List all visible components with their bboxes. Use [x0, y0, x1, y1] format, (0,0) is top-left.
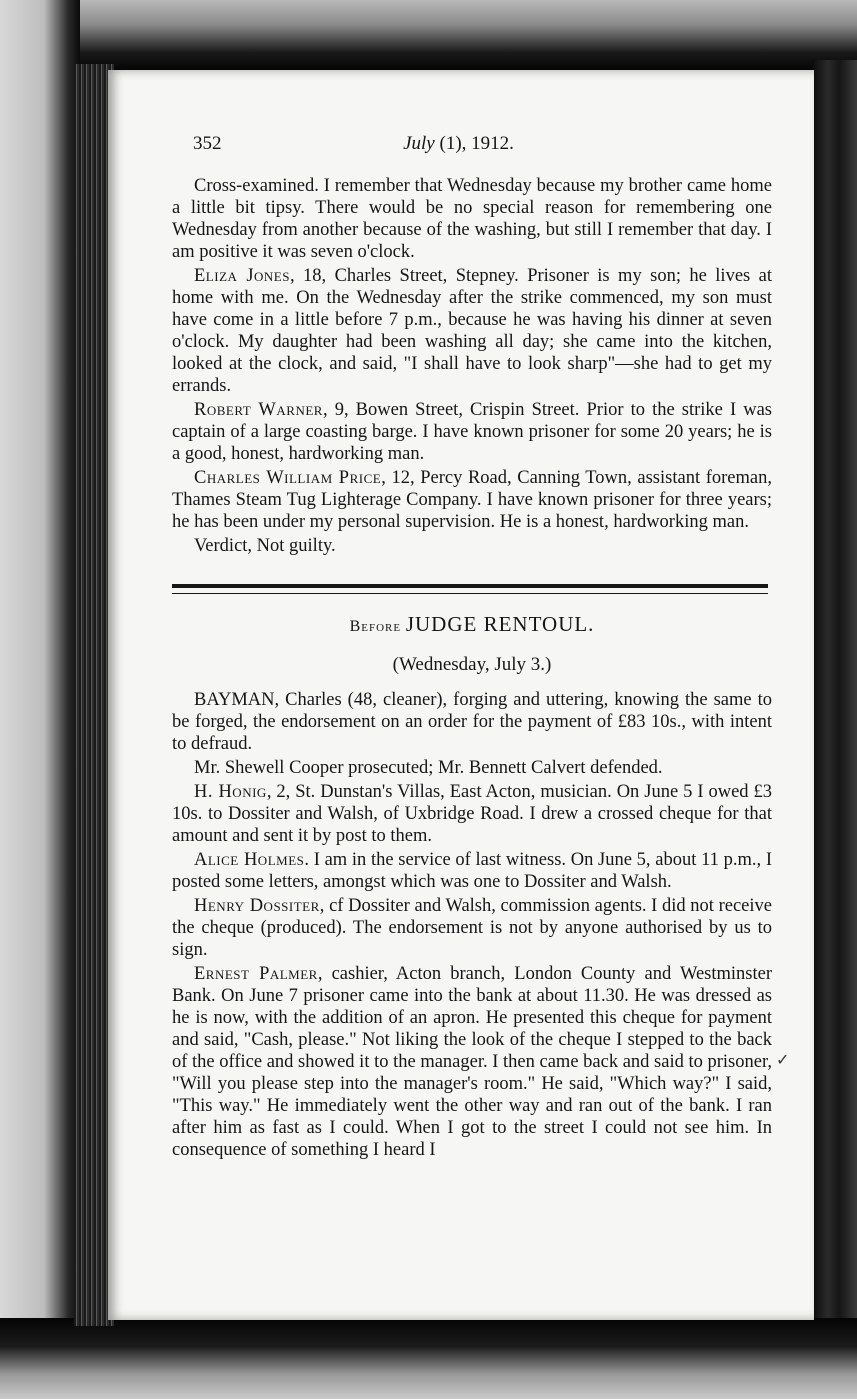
paragraph-witness-charles-william-price	[172, 467, 772, 533]
facing-page-edge	[0, 0, 80, 1399]
witness-name: Henry Dossiter	[194, 896, 320, 916]
paragraph-verdict	[172, 535, 772, 557]
witness-name: H. Honig	[194, 782, 267, 802]
session-date: (Wednesday, July 3.)	[392, 654, 552, 675]
witness-name: Robert Warner	[194, 400, 323, 420]
witness-name: Eliza Jones	[194, 266, 290, 286]
previous-case-testimony	[172, 175, 772, 559]
court-heading-judge: JUDGE RENTOUL.	[405, 612, 595, 636]
counsel-text: Mr. Shewell Cooper prosecuted; Mr. Bennett Calvert defended.	[194, 758, 663, 778]
defendant-name: BAYMAN	[194, 690, 275, 710]
running-head-date: (1), 1912.	[439, 133, 514, 154]
witness-testimony: . I am in the service of last witness. On June 5, about 11 p.m., I posted some letters, amongst which was one to Dossiter and Walsh.	[172, 850, 772, 892]
witness-testimony: , 18, Charles Street, Stepney. Prisoner is my son; he lives at home with me. On the Wednesday after the strike commenced, my son must have come in a little before 7 p.m., because he was having his dinner at seven o'clock. My daughter had been washing all day; she came into the kitchen, looked at the clock, and said, "I shall have to look sharp"—she had to get my errands.	[172, 266, 773, 396]
witness-testimony: , cf Dossiter and Walsh, commission agents. I did not receive the cheque (produced). The endorsement is not by anyone authorised by us to sign.	[172, 896, 772, 960]
new-case-text	[172, 689, 772, 1163]
paragraph-witness-eliza-jones	[172, 265, 772, 397]
section-divider-thin	[172, 593, 768, 594]
witness-name: Alice Holmes	[194, 850, 305, 870]
paragraph-witness-robert-warner	[172, 399, 772, 465]
witness-testimony: , 12, Percy Road, Canning Town, assistant foreman, Thames Steam Tug Lighterage Company. I have known prisoner for three years; he has been under my personal supervision. He is a honest, hardworking man.	[172, 468, 772, 532]
margin-pencil-mark: ✓	[776, 1052, 790, 1069]
court-heading-before: Before	[349, 618, 402, 635]
verdict-text: Verdict, Not guilty.	[194, 536, 336, 556]
paragraph-witness-palmer	[172, 963, 772, 1161]
running-head-month: July	[403, 133, 435, 154]
witness-testimony: , 9, Bowen Street, Crispin Street. Prior to the strike I was captain of a large coasting barge. I have known prisoner for some 20 years; he is a good, honest, hardworking man.	[172, 400, 773, 464]
charge-text: , Charles (48, cleaner), forging and uttering, knowing the same to be forged, the endorsement on an order for the payment of £83 10s., with intent to defraud.	[172, 690, 772, 754]
running-head	[0, 133, 857, 155]
scanner-background-top	[0, 0, 857, 70]
witness-testimony: , 2, St. Dunstan's Villas, East Acton, musician. On June 5 I owed £3 10s. to Dossiter and Walsh, of Uxbridge Road. I drew a crossed cheque for that amount and sent it by post to them.	[172, 782, 773, 846]
paragraph-indictment	[172, 689, 772, 755]
scanner-background-bottom	[0, 1318, 857, 1399]
paragraph-witness-honig	[172, 781, 772, 847]
book-cover-edge	[812, 60, 857, 1330]
section-divider-thick	[172, 584, 768, 588]
paragraph-counsel	[172, 757, 772, 779]
paragraph-witness-dossiter	[172, 895, 772, 961]
paragraph-text: Cross-examined. I remember that Wednesday because my brother came home a little bit tipsy. There would be no special reason for remembering one Wednesday from another because of the washing, but still I remember that day. I am positive it was seven o'clock.	[172, 176, 772, 262]
paragraph-cross-examination	[172, 175, 772, 263]
witness-name: Ernest Palmer	[194, 964, 318, 984]
witness-name: Charles William Price	[194, 468, 382, 488]
court-heading	[172, 612, 772, 637]
witness-testimony: , cashier, Acton branch, London County and Westminster Bank. On June 7 prisoner came into the bank at about 11.30. He was dressed as he is now, with the addition of an apron. He presented this cheque for payment and said, "Cash, please." Not liking the look of the cheque I stepped to the back of the office and showed it to the manager. I then came back and said to prisoner, "Will you please step into the manager's room." He said, "Which way?" I said, "This way." He immediately went the other way and ran out of the bank. I ran after him as fast as I could. When I got to the street I could not see him. In consequence of something I heard I	[172, 964, 772, 1160]
paragraph-witness-holmes	[172, 849, 772, 893]
page-number: 352	[193, 133, 222, 154]
